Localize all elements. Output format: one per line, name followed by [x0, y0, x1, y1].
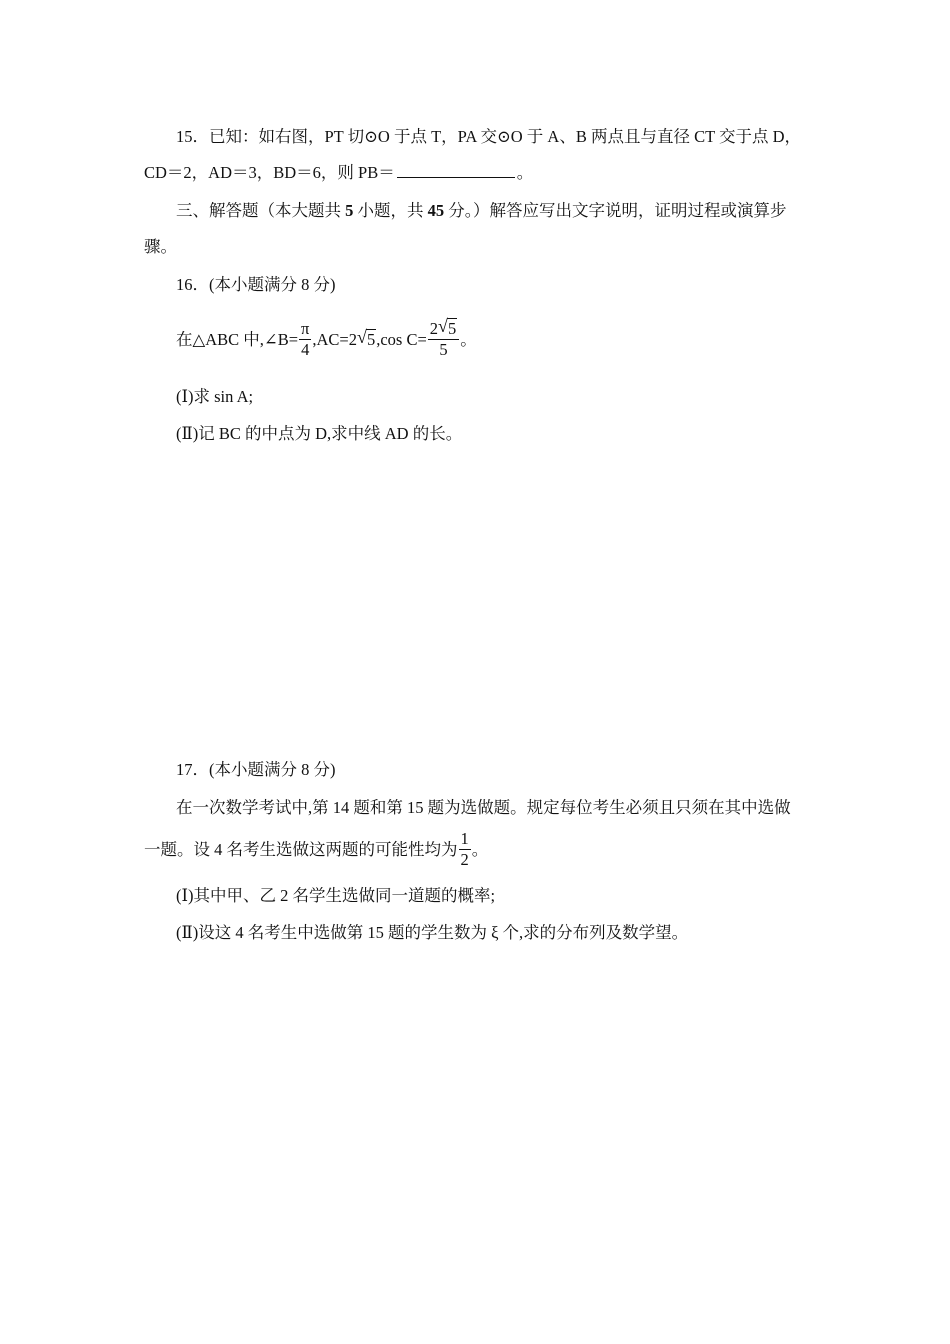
- q17-frac-numerator: 1: [460, 828, 469, 848]
- answer-blank[interactable]: [397, 163, 515, 178]
- q16-stmt-d: 。: [460, 330, 477, 349]
- q17-line2-a: 一题。设 4 名考生选做这两题的可能性均为: [144, 840, 458, 859]
- q17-frac-denominator: 2: [460, 849, 469, 869]
- q17-line2: [144, 828, 488, 872]
- q15-line2: [144, 162, 533, 184]
- q17-part2-text: (Ⅱ)设这 4 名考生中选做第 15 题的学生数为 ξ 个,求的分布列及数学望。: [176, 923, 689, 942]
- q15-text-suffix: 。: [516, 163, 534, 182]
- section3-line2: [144, 236, 177, 258]
- q16-stmt-b: ,AC=2: [312, 330, 357, 349]
- sqrt1-arg: 5: [366, 330, 376, 349]
- sqrt-5: [357, 318, 376, 362]
- q16-stmt-c: ,cos C=: [376, 330, 427, 349]
- frac1-numerator: π: [301, 318, 310, 338]
- section3-text-a: 三、解答题（本大题共: [176, 201, 346, 220]
- q15-line1: [176, 126, 801, 148]
- frac1-denominator: 4: [301, 339, 310, 359]
- q15-text: 15．已知：如右图，PT 切⊙O 于点 T，PA 交⊙O 于 A、B 两点且与直径 CT 交于点 D，: [176, 127, 802, 146]
- fraction-2sqrt5-over-5: [428, 315, 460, 360]
- q16-part2: [176, 423, 462, 445]
- q17-part1-text: (Ⅰ)其中甲、乙 2 名学生选做同一道题的概率;: [176, 886, 496, 905]
- frac2-coef: 2: [429, 318, 439, 338]
- section3-text-2: 骤。: [144, 237, 177, 256]
- radical-icon: √: [356, 327, 367, 347]
- q16-header-text: 16．(本小题满分 8 分): [176, 275, 336, 294]
- section3-points: 45: [427, 201, 445, 220]
- radical-icon: √: [438, 315, 448, 336]
- q17-part1: [176, 885, 495, 907]
- q17-header: [176, 759, 336, 781]
- section3-text-e: 分。）解答应写出文字说明，证明过程或演算步: [444, 201, 787, 220]
- q15-text-prefix: CD＝2，AD＝3，BD＝6，则 PB＝: [144, 163, 395, 182]
- q16-stmt-a: 在△ABC 中,∠B=: [176, 330, 299, 349]
- q17-header-text: 17．(本小题满分 8 分): [176, 760, 336, 779]
- q17-part2: [176, 922, 688, 944]
- fraction-pi-over-4: [299, 319, 311, 360]
- q16-header: [176, 274, 336, 296]
- q17-line1-text: 在一次数学考试中,第 14 题和第 15 题为选做题。规定每位考生必须且只须在其中选做: [176, 798, 791, 817]
- q16-part2-text: (Ⅱ)记 BC 的中点为 D,求中线 AD 的长。: [176, 424, 463, 443]
- fraction-one-half: [459, 829, 471, 870]
- frac2-denominator: 5: [439, 339, 448, 359]
- frac2-numerator: [428, 315, 460, 340]
- sqrt-5-num: [438, 315, 457, 339]
- q16-statement: [176, 315, 477, 362]
- q16-part1-text: (Ⅰ)求 sin A;: [176, 387, 254, 406]
- section3-count: 5: [345, 201, 354, 220]
- q16-part1: [176, 386, 253, 408]
- q17-line1: [176, 797, 791, 819]
- frac2-sqrt-arg: 5: [448, 318, 457, 338]
- section3-text-c: 小题，共: [353, 201, 428, 220]
- section3-line1: [176, 200, 787, 222]
- q17-line2-b: 。: [471, 840, 489, 859]
